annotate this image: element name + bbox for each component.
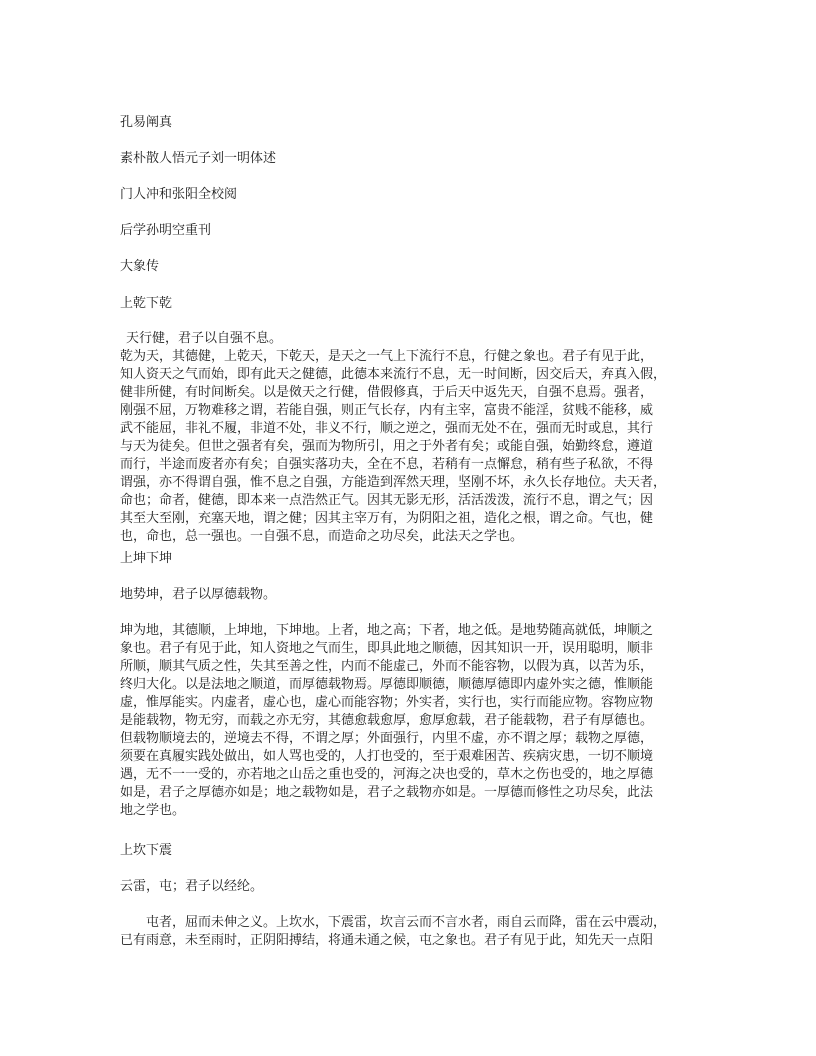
commentary-line: 如是，君子之厚德亦如是；地之载物如是，君子之载物亦如是。一厚德而修性之功尽矣，此法	[120, 785, 654, 800]
commentary-line: 谓强，亦不得谓自强，惟不息之自强，方能造到浑然天理，坚刚不坏，永久长存地位。夫天者，	[120, 475, 667, 490]
hexagram-heading-kun: 上坤下坤	[120, 551, 173, 566]
commentary-line: 与天为徒矣。但世之强者有矣，强而为物所引，用之于外者有矣；或能自强，始勤终怠，遵道	[120, 439, 654, 454]
hexagram-body-qian	[120, 330, 720, 546]
commentary-line: 是能载物，物无穷，而载之亦无穷，其德愈载愈厚，愈厚愈载，君子能载物，君子有厚德也。	[120, 713, 654, 728]
commentary-line: 刚强不屈，万物难移之谓，若能自强，则正气长存，内有主宰，富贵不能淫，贫贱不能移，威	[120, 403, 654, 418]
commentary-line: 但载物顺境去的，逆境去不得，不谓之厚；外面强行，内里不虚，亦不谓之厚；载物之厚德，	[120, 731, 654, 746]
commentary-line: 已有雨意，未至雨时，正阴阳搏结，将通未通之候，屯之象也。君子有见于此，知先天一点阳	[120, 933, 654, 948]
commentary-line: 终归大化。以是法地之顺道，而厚德载物焉。厚德即顺德，顺德厚德即内虚外实之德，惟顺能	[120, 677, 654, 692]
commentary-line: 武不能屈，非礼不履，非道不处，非义不行，顺之逆之，强而无处不在，强而无时或息，其行	[120, 421, 654, 436]
author-line: 素朴散人悟元子刘一明体述	[120, 151, 277, 166]
image-text: 天行健，君子以自强不息。	[126, 331, 283, 346]
republisher-line: 后学孙明空重刊	[120, 223, 212, 238]
commentary-line: 而行，半途而废者亦有矣；自强实落功夫，全在不息，若稍有一点懈怠，稍有些子私欲，不得	[120, 457, 654, 472]
hexagram-body-kun	[120, 622, 720, 820]
commentary-line: 也，命也，总一强也。一自强不息，而造命之功尽矣，此法天之学也。	[120, 529, 524, 544]
commentary-line: 须要在真履实践处做出，如人骂也受的，人打也受的，至于艰难困苦、疾病灾患，一切不顺境	[120, 749, 654, 764]
commentary-line: 命也；命者，健德，即本来一点浩然正气。因其无影无形，活活泼泼，流行不息，谓之气；因	[120, 493, 654, 508]
commentary-line: 象也。君子有见于此，知人资地之气而生，即具此地之顺德，因其知识一开，误用聪明，顺非	[120, 641, 654, 656]
commentary-line: 其至大至刚，充塞天地，谓之健；因其主宰万有，为阴阳之祖，造化之根，谓之命。气也，健	[120, 511, 654, 526]
commentary-line: 知人资天之气而始，即有此天之健德，此德本来流行不息，无一时间断，因交后天，弃真入假，	[120, 367, 667, 382]
proofreader-line: 门人冲和张阳全校阅	[120, 187, 238, 202]
image-text-zhun: 云雷，屯；君子以经纶。	[120, 879, 264, 894]
commentary-line: 遇，无不一一受的，亦若地之山岳之重也受的，河海之决也受的，草木之伤也受的，地之厚德	[120, 767, 654, 782]
hexagram-body-zhun	[120, 914, 720, 950]
hexagram-heading-qian: 上乾下乾	[120, 296, 173, 311]
book-title: 孔易阐真	[120, 115, 173, 130]
hexagram-heading-zhun: 上坎下震	[120, 843, 173, 858]
commentary-line: 虚，惟厚能实。内虚者，虚心也，虚心而能容物；外实者，实行也，实行而能应物。容物应物	[120, 695, 654, 710]
image-text-kun: 地势坤，君子以厚德载物。	[120, 587, 277, 602]
commentary-line: 乾为天，其德健，上乾天，下乾天，是天之一气上下流行不息，行健之象也。君子有见于此，	[120, 349, 654, 364]
commentary-line: 健非所健，有时间断矣。以是傚天之行健，借假修真，于后天中返先天，自强不息焉。强者，	[120, 385, 654, 400]
section-title: 大象传	[120, 259, 160, 274]
commentary-line: 屯者，屈而未伸之义。上坎水，下震雷，坎言云而不言水者，雨自云而降，雷在云中震动，	[120, 915, 667, 930]
commentary-line: 坤为地，其德顺，上坤地，下坤地。上者，地之高；下者，地之低。是地势随高就低，坤顺之	[120, 623, 654, 638]
commentary-line: 地之学也。	[120, 803, 186, 818]
commentary-line: 所顺，顺其气质之性，失其至善之性，内而不能虚己，外而不能容物，以假为真，以苦为乐，	[120, 659, 654, 674]
